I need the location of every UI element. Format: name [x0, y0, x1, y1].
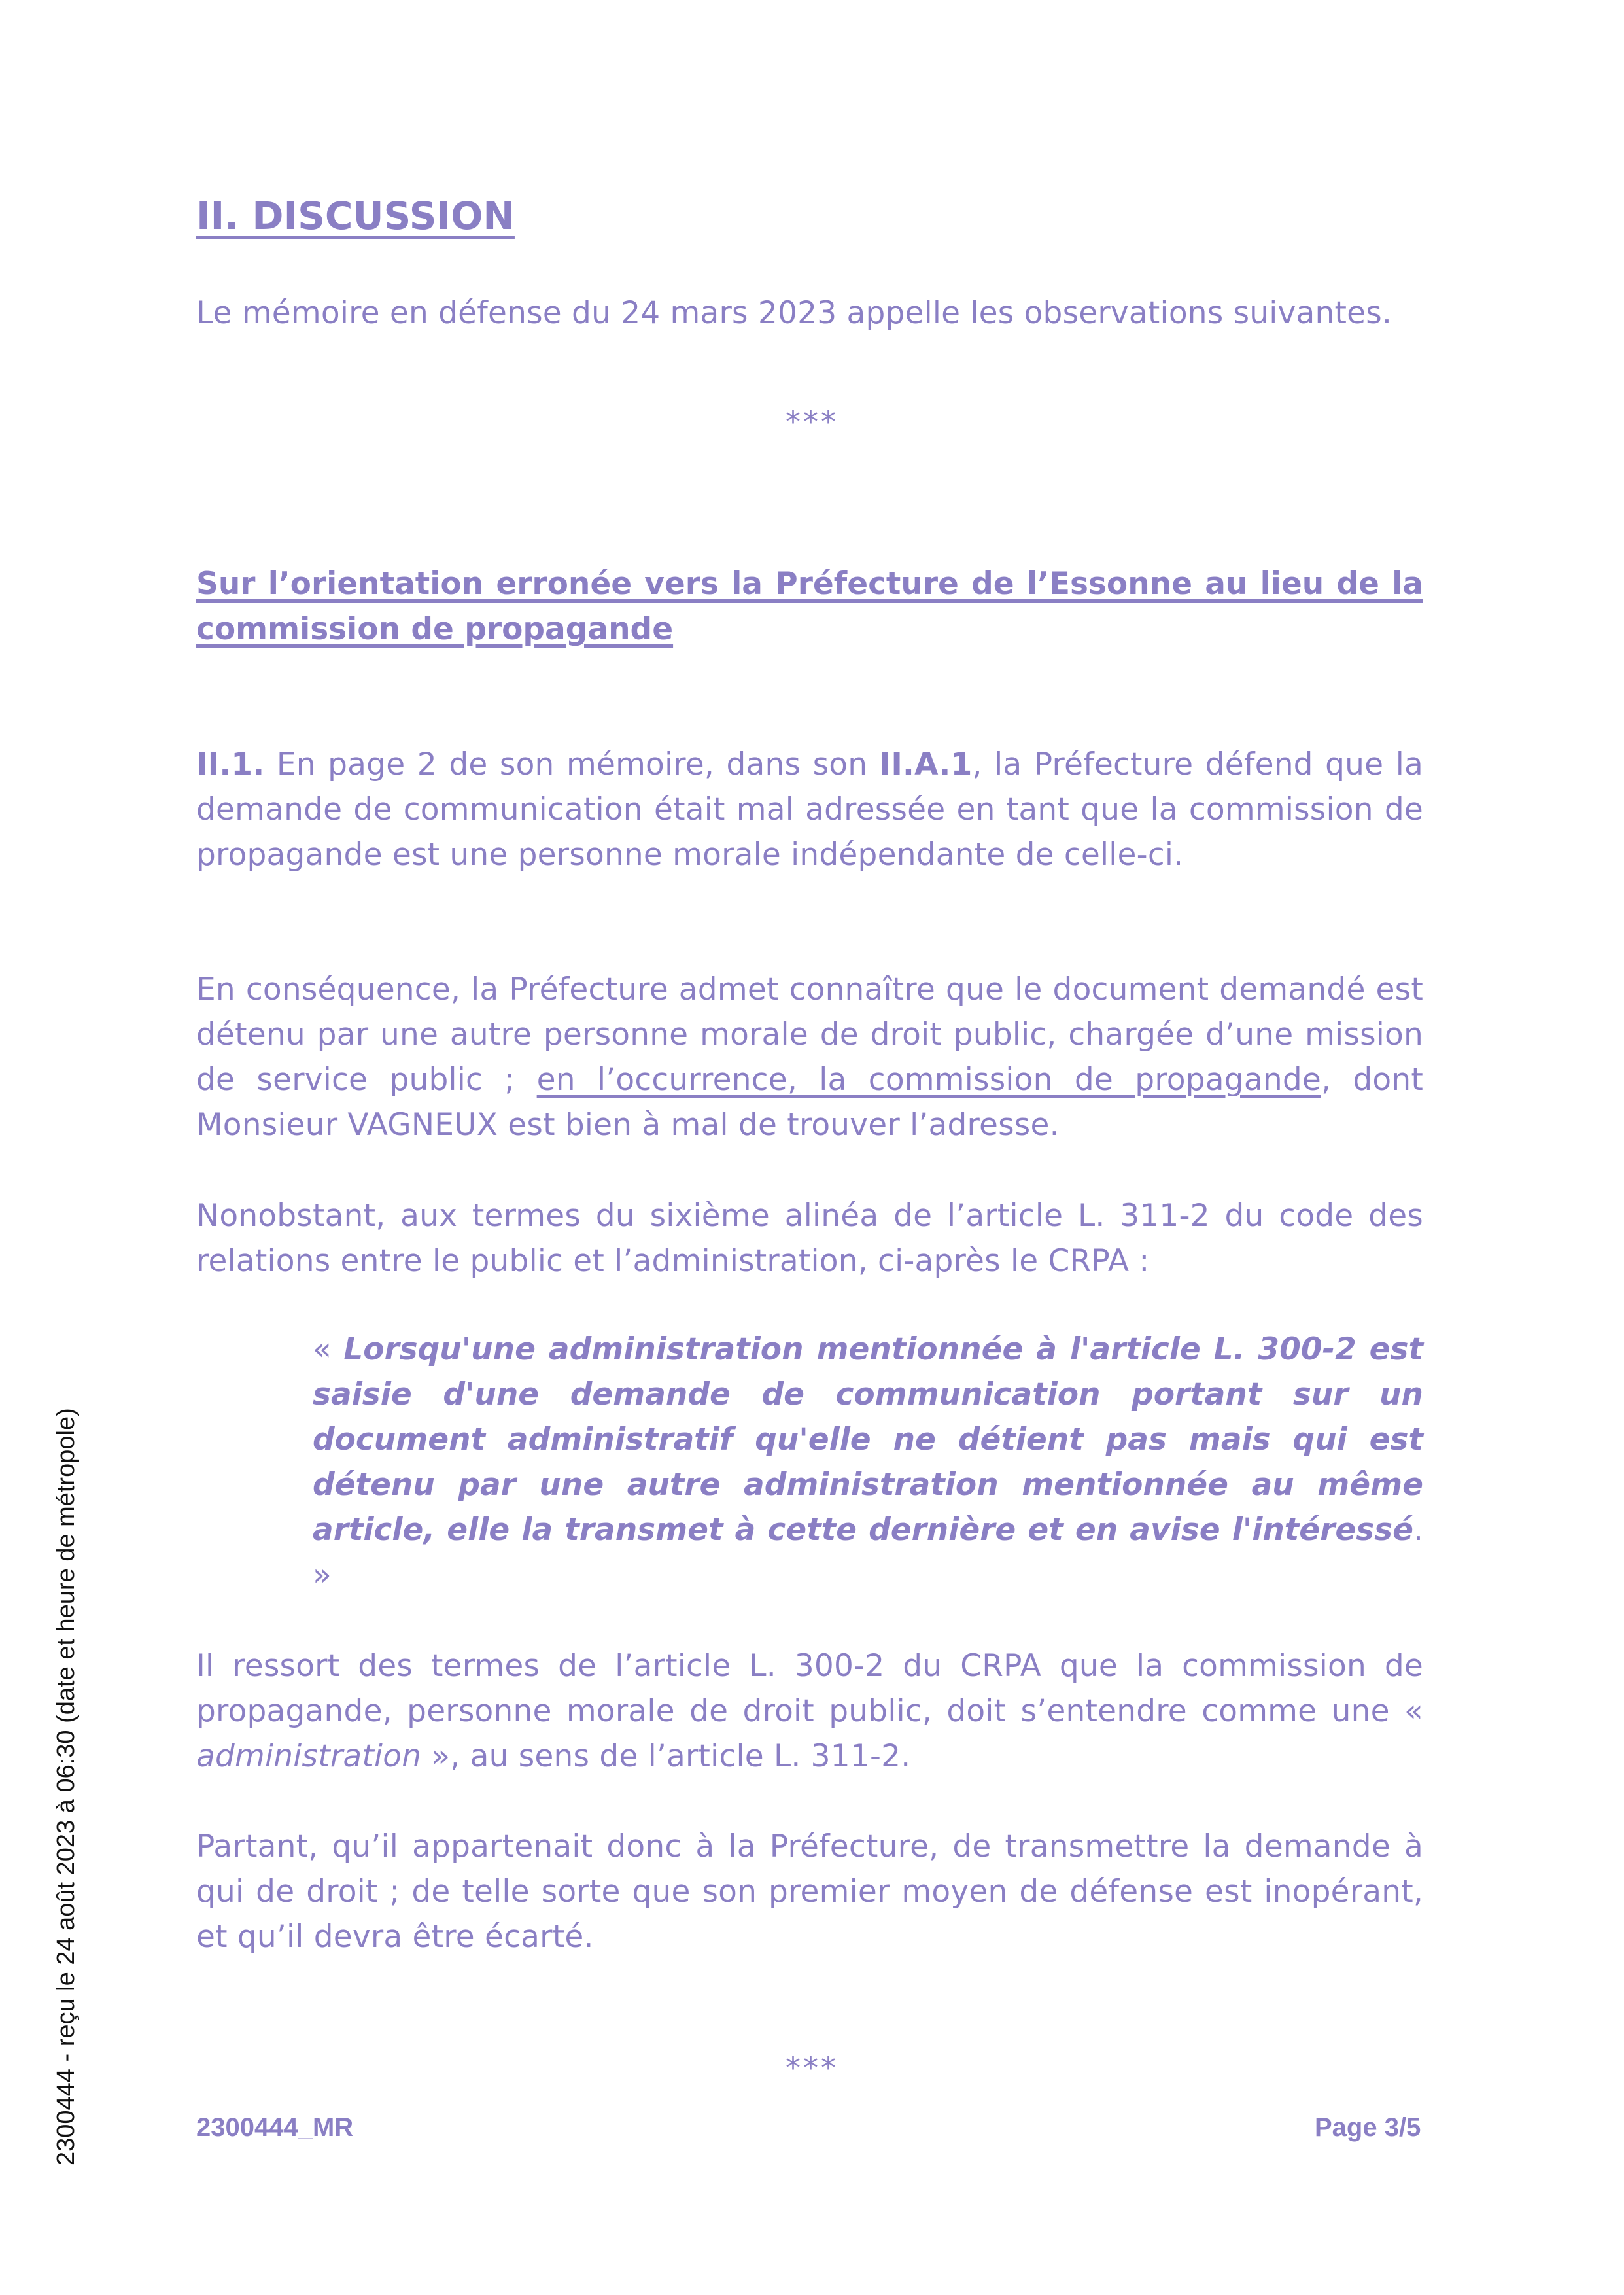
paragraph-text: », au sens de l’article L. 311-2.	[421, 1738, 911, 1774]
quote-open: «	[313, 1331, 344, 1367]
paragraph-text: En page 2 de son mémoire, dans son	[264, 746, 880, 782]
underlined-text: en l’occurrence, la commission de propagande	[536, 1062, 1321, 1098]
quote-text: Lorsqu'une administration mentionnée à l'article L. 300-2 est saisie d'une demande de communication portant sur un document administratif qu'elle ne détient pas mais qui est détenu par une autre administration mentionnée au même article, elle la transmet à cette dernière et en avise l'intéressé	[313, 1331, 1423, 1548]
paragraph-text: En conséquence, la Préfecture admet connaître que le document demandé est détenu par une autre personne morale de droit public, chargée d’une mission de service public ;	[196, 972, 1423, 1098]
paragraph-text: , la Préfecture défend que la demande de communication était mal adressée en tant que la commission de propagande est une personne morale indépendante de celle-ci.	[196, 746, 1423, 873]
intro-paragraph: Le mémoire en défense du 24 mars 2023 appelle les observations suivantes.	[196, 295, 1392, 331]
section-heading: II. DISCUSSION	[196, 194, 515, 238]
paragraph-text: , dont Monsieur VAGNEUX est bien à mal de trouver l’adresse.	[196, 1062, 1423, 1143]
separator: ***	[786, 404, 838, 440]
paragraph-nonobstant: Nonobstant, aux termes du sixième alinéa de l’article L. 311-2 du code des relations entre le public et l’administration, ci-après le CRPA :	[196, 1198, 1423, 1279]
quote-close: . »	[313, 1512, 1423, 1593]
subsection-title: Sur l’orientation erronée vers la Préfecture de l’Essonne au lieu de la commission de propagande	[196, 566, 1423, 647]
paragraph-partant: Partant, qu’il appartenait donc à la Préfecture, de transmettre la demande à qui de droit ; de telle sorte que son premier moyen de défense est inopérant, et qu’il devra être écarté.	[196, 1829, 1423, 1955]
footer-reference: 2300444_MR	[196, 2113, 354, 2142]
separator-bottom: ***	[786, 2050, 838, 2086]
paragraph-ii-1	[196, 742, 1423, 877]
page-number: Page 3/5	[1315, 2113, 1421, 2142]
paragraph-ressort	[196, 1643, 1423, 1779]
legal-quote	[313, 1327, 1423, 1598]
paragraph-consequence	[196, 967, 1423, 1148]
paragraph-number: II.1.	[196, 746, 265, 782]
reception-stamp: 2300444 - reçu le 24 août 2023 à 06:30 (date et heure de métropole)	[52, 1408, 80, 2165]
reference-label: II.A.1	[879, 746, 973, 782]
paragraph-text: Il ressort des termes de l’article L. 300-2 du CRPA que la commission de propagande, personne morale de droit public, doit s’entendre comme une «	[196, 1648, 1423, 1729]
italic-term: administration	[196, 1738, 422, 1774]
